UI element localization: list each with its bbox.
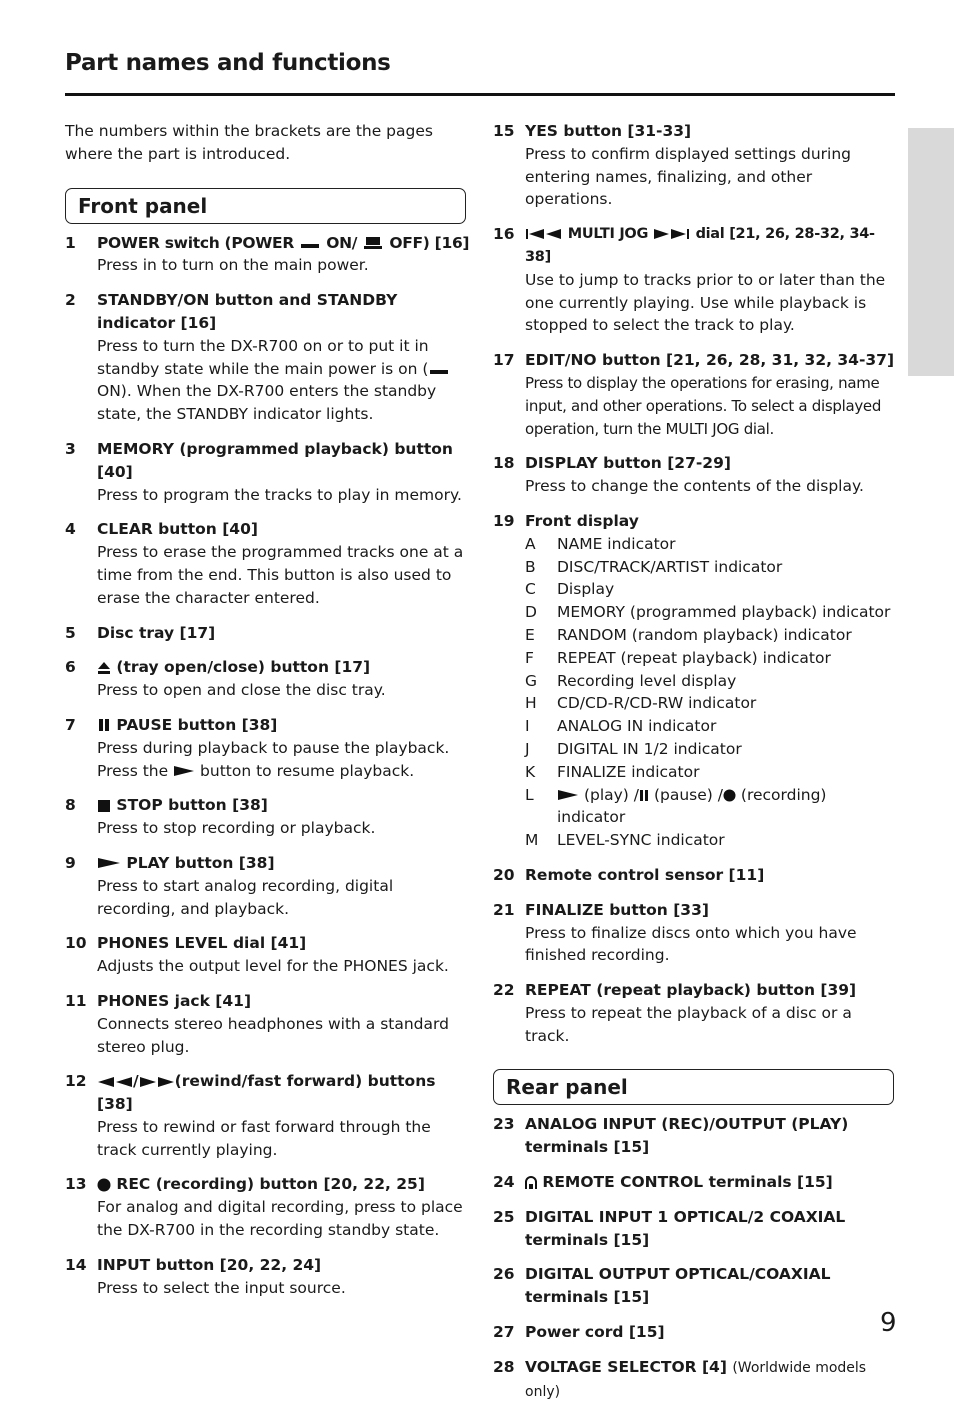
item-title: STOP button [38] [116, 796, 268, 815]
item-11 [65, 990, 470, 1058]
item-number: 12 [65, 1072, 87, 1091]
pause-icon [97, 718, 111, 732]
item-number: 21 [493, 900, 515, 919]
item-description-part: button to resume playback. [200, 761, 415, 780]
item-title: VOLTAGE SELECTOR [4] [525, 1357, 727, 1376]
item-22 [493, 979, 898, 1047]
item-description: Press to confirm displayed settings during entering names, finalizing, and other operations. [525, 144, 852, 209]
skip-forward-icon [653, 228, 691, 240]
skip-back-icon [525, 228, 563, 240]
power-on-icon [428, 363, 450, 375]
item-28 [493, 1356, 898, 1404]
item-3 [65, 438, 470, 506]
intro-text: The numbers within the brackets are the pages where the part is introduced. [65, 122, 433, 163]
item-number: 3 [65, 439, 76, 458]
play-icon [557, 789, 579, 801]
item-title: POWER switch (POWER [97, 233, 294, 252]
item-number: 4 [65, 520, 76, 539]
item-description: Press in to turn on the main power. [97, 256, 369, 275]
side-tab-marker [908, 128, 954, 376]
item-title: Front display [525, 511, 639, 530]
item-19 [493, 510, 898, 852]
item-number: 9 [65, 853, 76, 872]
item-number: 18 [493, 454, 515, 473]
right-column [493, 120, 898, 1415]
item-24 [493, 1171, 898, 1194]
indicator-row [525, 784, 898, 830]
indicator-row [525, 647, 898, 670]
indicator-letter: A [525, 534, 536, 553]
item-number: 14 [65, 1255, 87, 1274]
item-number: 28 [493, 1357, 515, 1376]
indicator-text: FINALIZE indicator [557, 762, 700, 781]
item-21 [493, 899, 898, 967]
item-27 [493, 1321, 898, 1344]
rewind-icon [97, 1076, 133, 1088]
indicator-letter: J [525, 739, 530, 758]
item-10 [65, 932, 470, 978]
indicator-row [525, 624, 898, 647]
item-description: Press during playback to pause the playback. Press the [97, 738, 450, 780]
power-on-icon [299, 237, 321, 249]
item-description: For analog and digital recording, press to place the DX-R700 in the recording standby state. [97, 1198, 463, 1240]
item-title: REC (recording) button [20, 22, 25] [116, 1175, 425, 1194]
item-title: DIGITAL INPUT 1 OPTICAL/2 COAXIAL terminals [15] [525, 1207, 846, 1249]
page-number: 9 [880, 1308, 897, 1338]
indicator-letter: F [525, 648, 534, 667]
item-8 [65, 794, 470, 840]
item-12: 12 / (rewind/fast forward) buttons [38] Press to rewind or fast forward through the track currently playing. [65, 1070, 470, 1161]
eject-icon [97, 661, 111, 675]
item-title-part: OFF) [16] [389, 233, 470, 252]
item-description: Press to change the contents of the display. [525, 477, 864, 496]
item-number: 19 [493, 511, 515, 530]
item-description: Press to finalize discs onto which you have finished recording. [525, 923, 857, 965]
item-16 [493, 223, 898, 337]
item-description: Use to jump to tracks prior to or later than the one currently playing. Use while playback is stopped to select the track to play. [525, 270, 886, 335]
indicator-text-part: (recording) indicator [557, 785, 827, 827]
item-title: PHONES jack [41] [97, 991, 252, 1010]
item-description: Press to repeat the playback of a disc or a track. [525, 1003, 852, 1045]
item-number: 11 [65, 991, 87, 1010]
indicator-letter: K [525, 762, 536, 781]
item-number: 25 [493, 1207, 515, 1226]
item-number: 20 [493, 865, 515, 884]
indicator-letter: G [525, 671, 538, 690]
indicator-letter: C [525, 580, 536, 599]
item-number: 27 [493, 1323, 515, 1342]
item-title: (tray open/close) button [17] [116, 658, 371, 677]
item-title: PHONES LEVEL dial [41] [97, 934, 307, 953]
indicator-letter: B [525, 557, 536, 576]
item-number: 15 [493, 122, 515, 140]
item-number: 16 [493, 225, 515, 244]
item-title: YES button [31-33] [525, 122, 692, 140]
indicator-text-part: (pause) / [653, 785, 723, 804]
indicator-text: (play) / [583, 785, 639, 804]
item-number: 6 [65, 658, 76, 677]
item-description: Press to erase the programmed tracks one at a time from the end. This button is also used to erase the character entered. [97, 543, 464, 607]
pause-icon [639, 789, 649, 802]
item-25 [493, 1206, 898, 1252]
left-column [65, 120, 470, 1311]
indicator-text: REPEAT (repeat playback) indicator [557, 648, 831, 667]
item-number: 23 [493, 1115, 515, 1134]
item-title: MULTI JOG [567, 226, 649, 243]
item-title-part: ON/ [326, 233, 358, 252]
item-description: Press to program the tracks to play in memory. [97, 485, 462, 504]
item-number: 8 [65, 796, 76, 815]
indicator-text: DIGITAL IN 1/2 indicator [557, 739, 742, 758]
indicator-text: MEMORY (programmed playback) indicator [557, 603, 891, 622]
indicator-row [525, 738, 898, 761]
item-4 [65, 518, 470, 609]
item-description-part: ON). When the DX-R700 enters the standby state, the STANDBY indicator lights. [97, 382, 437, 424]
rear-panel-heading: Rear panel [493, 1069, 894, 1105]
indicator-letter: L [525, 785, 534, 804]
item-title-part: dial [21, 26, 28-32, 34-38] [525, 226, 875, 265]
item-14 [65, 1254, 470, 1300]
item-description: Connects stereo headphones with a standard stereo plug. [97, 1014, 449, 1056]
item-number: 5 [65, 623, 76, 642]
indicator-text: CD/CD-R/CD-RW indicator [557, 694, 757, 713]
item-7 [65, 714, 470, 782]
item-number: 17 [493, 351, 515, 370]
item-description: Adjusts the output level for the PHONES jack. [97, 957, 449, 976]
title-rule [65, 93, 895, 96]
indicator-text: Recording level display [557, 671, 737, 690]
item-5 [65, 622, 470, 645]
item-note: (Worldwide models only) [525, 1359, 867, 1400]
indicator-row [525, 556, 898, 579]
indicator-row [525, 533, 898, 556]
play-icon [173, 765, 195, 777]
item-title: (rewind/fast forward) buttons [38] [97, 1072, 436, 1114]
indicator-letter: H [525, 694, 537, 713]
item-number: 2 [65, 291, 76, 310]
indicator-row [525, 715, 898, 738]
item-title: CLEAR button [40] [97, 520, 258, 539]
item-13 [65, 1173, 470, 1241]
item-18 [493, 452, 898, 498]
item-title: REPEAT (repeat playback) button [39] [525, 981, 857, 1000]
item-title: INPUT button [20, 22, 24] [97, 1255, 322, 1274]
item-description: Press to display the operations for erasing, name input, and other operations. To select a displayed operation, turn the MULTI JOG dial. [525, 373, 882, 438]
item-number: 22 [493, 981, 515, 1000]
item-2 [65, 289, 470, 426]
indicator-row [525, 670, 898, 693]
indicator-letter: D [525, 603, 537, 622]
item-number: 1 [65, 233, 76, 252]
item-description: Press to start analog recording, digital recording, and playback. [97, 876, 394, 918]
item-title: Power cord [15] [525, 1323, 665, 1342]
item-title: DIGITAL OUTPUT OPTICAL/COAXIAL terminals [15] [525, 1265, 831, 1307]
item-title: PAUSE button [38] [116, 715, 278, 734]
page-title: Part names and functions [65, 50, 391, 76]
indicator-text: LEVEL-SYNC indicator [557, 831, 725, 850]
item-17 [493, 349, 898, 440]
indicator-text: ANALOG IN indicator [557, 717, 717, 736]
indicator-row [525, 578, 898, 601]
power-off-icon [362, 236, 384, 250]
indicator-text: RANDOM (random playback) indicator [557, 625, 852, 644]
record-icon [97, 1178, 111, 1192]
indicator-letter: M [525, 831, 539, 850]
item-1 [65, 232, 470, 278]
front-panel-heading: Front panel [65, 188, 466, 224]
item-title: PLAY button [38] [126, 853, 275, 872]
item-number: 24 [493, 1173, 515, 1192]
remote-control-icon [525, 1176, 537, 1190]
item-26 [493, 1263, 898, 1309]
item-description: Press to stop recording or playback. [97, 819, 376, 838]
item-description: Press to select the input source. [97, 1278, 346, 1297]
indicator-text: NAME indicator [557, 534, 676, 553]
fast-forward-icon [139, 1076, 175, 1088]
indicator-row [525, 692, 898, 715]
item-6 [65, 656, 470, 702]
item-number: 7 [65, 715, 76, 734]
item-title: EDIT/NO button [21, 26, 28, 31, 32, 34-37] [525, 351, 895, 370]
item-23 [493, 1113, 898, 1159]
item-15 [493, 120, 898, 211]
indicator-row [525, 761, 898, 784]
indicator-row [525, 829, 898, 852]
item-description: Press to rewind or fast forward through the track currently playing. [97, 1117, 431, 1159]
indicator-letter: I [525, 717, 530, 736]
item-title: MEMORY (programmed playback) button [40] [97, 439, 453, 481]
item-description: Press to open and close the disc tray. [97, 681, 386, 700]
play-icon [97, 857, 121, 869]
item-20 [493, 864, 898, 887]
item-description: Press to turn the DX-R700 on or to put it in standby state while the main power is on ( [97, 336, 429, 378]
item-title: REMOTE CONTROL terminals [15] [542, 1173, 833, 1192]
item-title: Disc tray [17] [97, 623, 216, 642]
record-icon [723, 789, 736, 802]
stop-icon [97, 799, 111, 813]
indicator-text: Display [557, 580, 615, 599]
item-title: STANDBY/ON button and STANDBY indicator [16] [97, 291, 398, 332]
indicator-letter: E [525, 625, 535, 644]
item-number: 13 [65, 1175, 87, 1194]
item-number: 26 [493, 1265, 515, 1284]
item-title: Remote control sensor [11] [525, 865, 765, 884]
item-number: 10 [65, 934, 87, 953]
indicator-text: DISC/TRACK/ARTIST indicator [557, 557, 783, 576]
indicator-row [525, 601, 898, 624]
item-9 [65, 852, 470, 920]
item-title: DISPLAY button [27-29] [525, 454, 731, 473]
item-title: FINALIZE button [33] [525, 900, 709, 919]
item-title: ANALOG INPUT (REC)/OUTPUT (PLAY) terminals [15] [525, 1115, 849, 1157]
